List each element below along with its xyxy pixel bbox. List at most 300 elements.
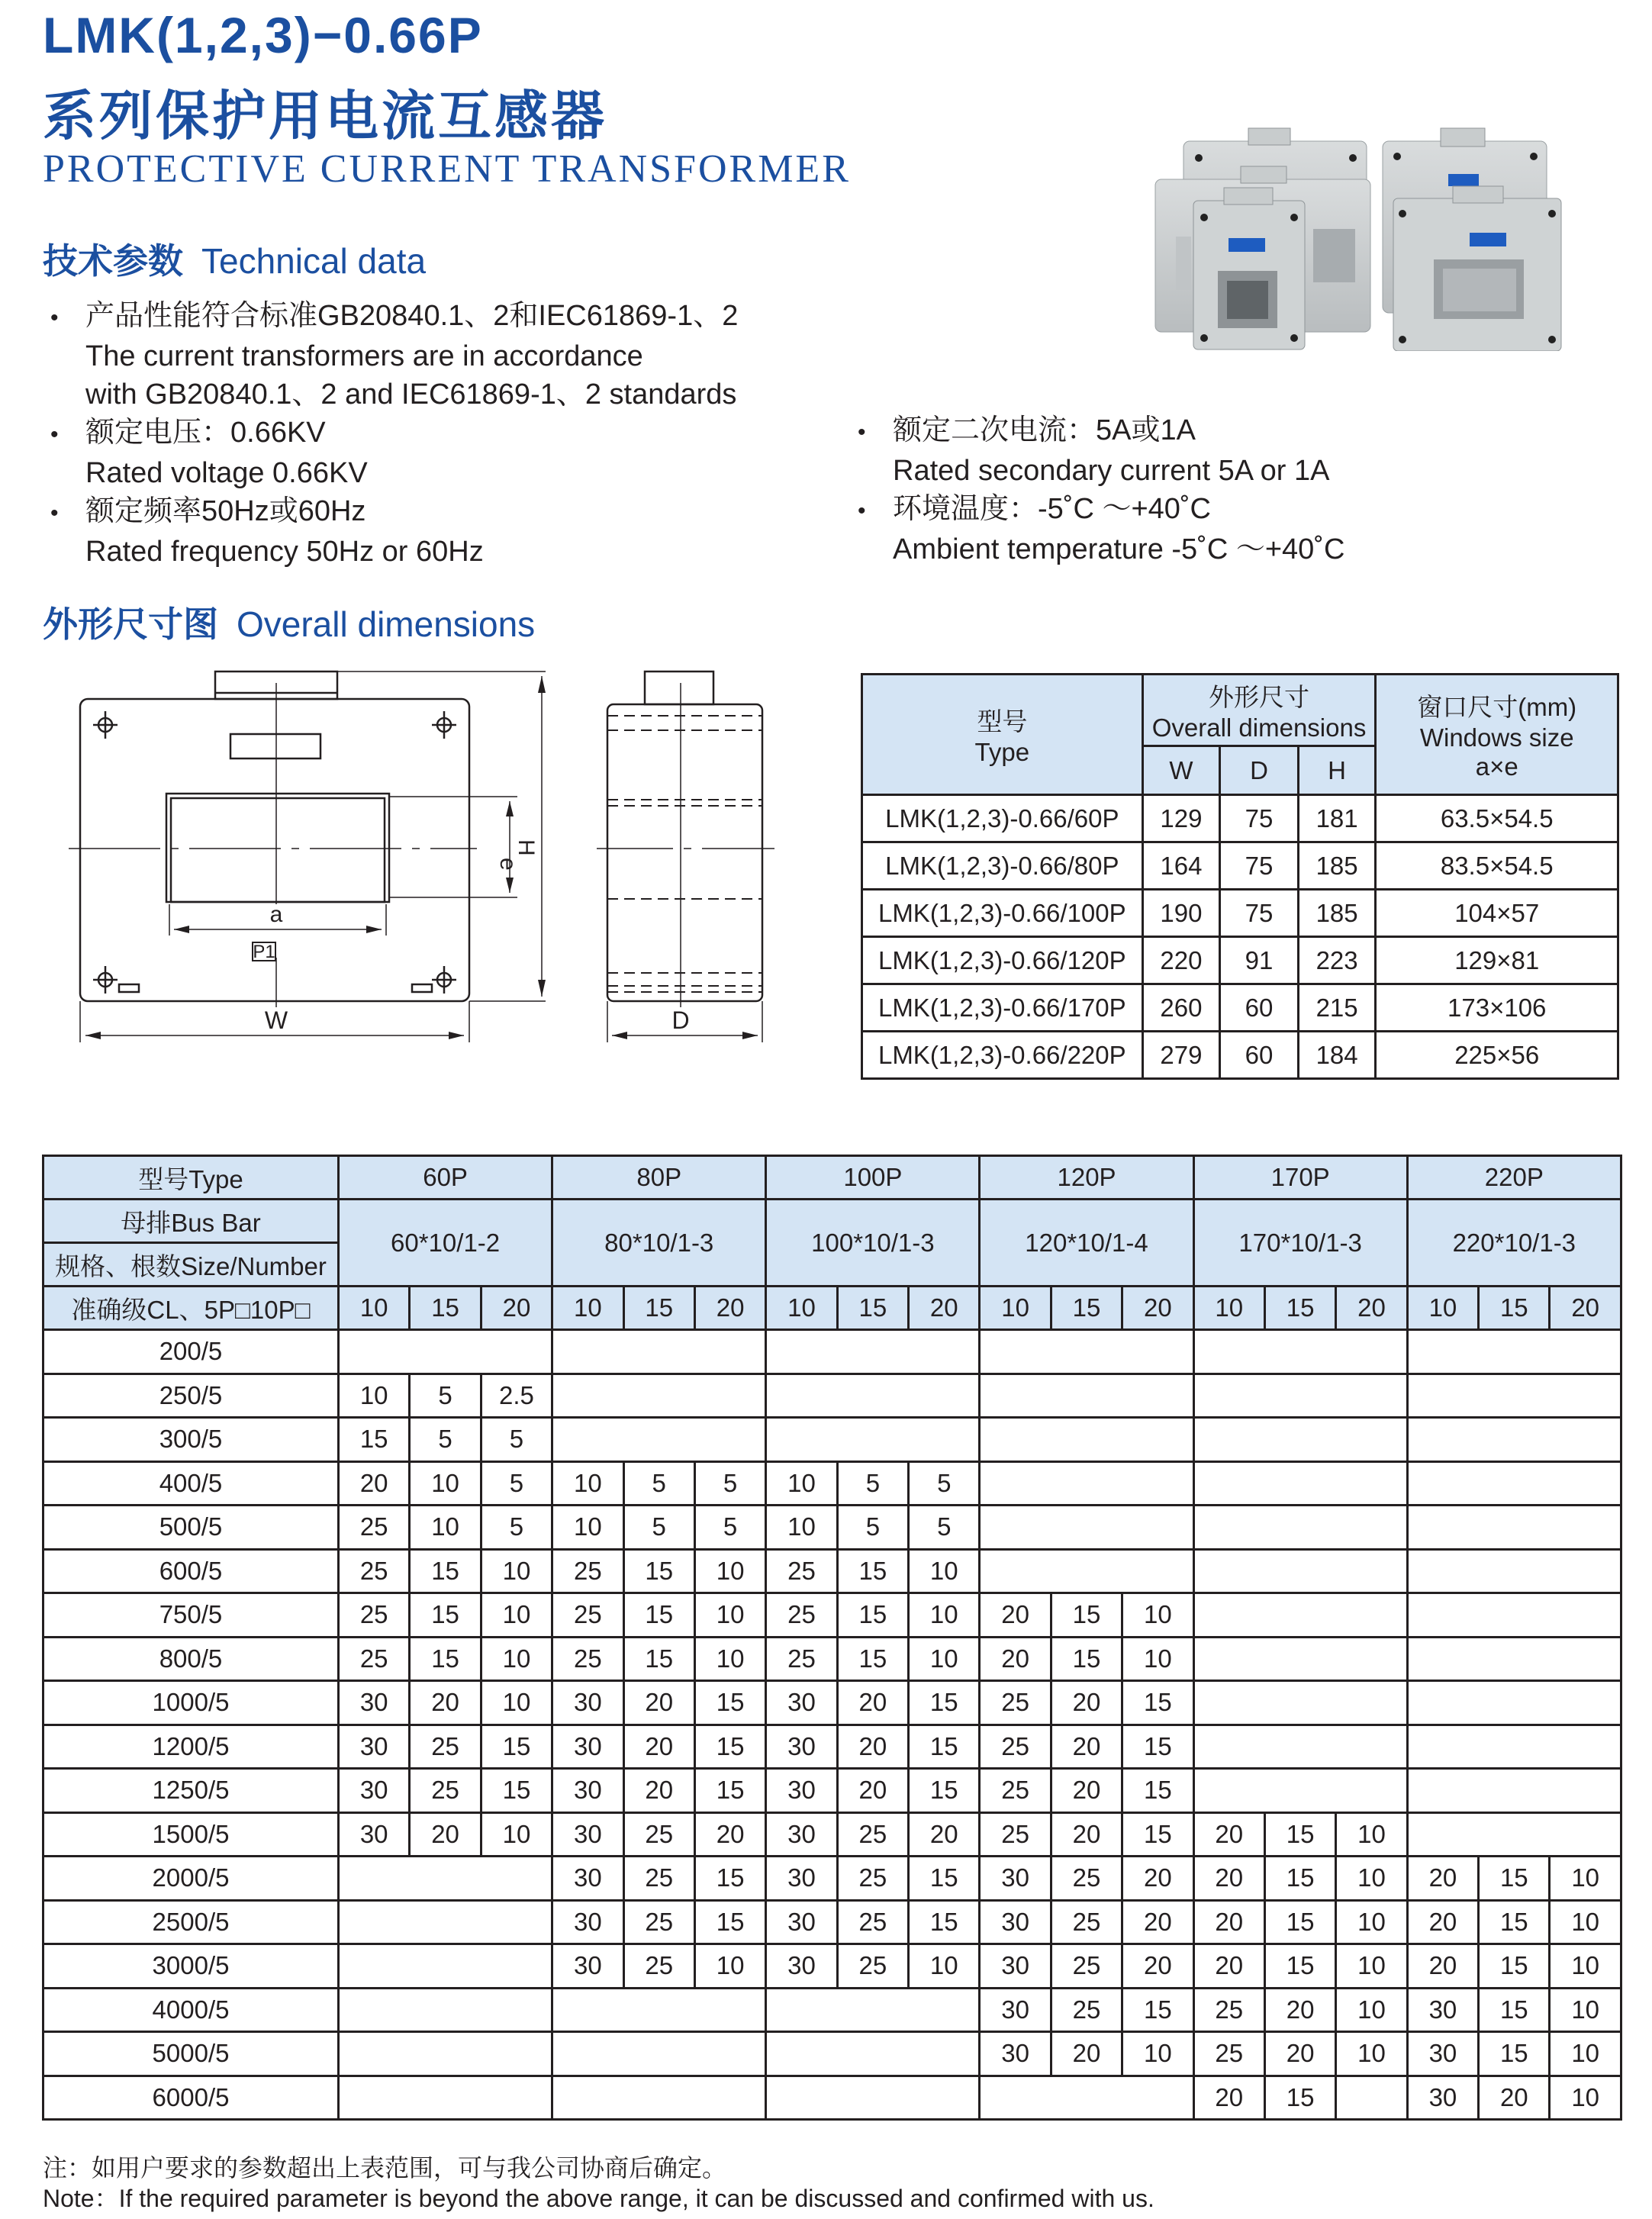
dim-cell-d: 91 xyxy=(1220,937,1299,984)
spec-cell-value: 15 xyxy=(1122,1681,1193,1725)
dim-cell-w: 220 xyxy=(1142,937,1220,984)
spec-header-accuracy-class: 10 xyxy=(339,1287,410,1330)
spec-header-row-accuracy xyxy=(43,1287,1621,1330)
dim-cell-h: 223 xyxy=(1298,937,1376,984)
spec-cell-value: 20 xyxy=(837,1681,908,1725)
spec-cell-empty xyxy=(1407,1637,1621,1681)
spec-cell-value: 5 xyxy=(909,1461,980,1506)
dimension-row xyxy=(862,984,1618,1032)
spec-cell-value: 15 xyxy=(623,1593,694,1638)
dim-cell-type: LMK(1,2,3)-0.66/120P xyxy=(862,937,1143,984)
spec-cell-value: 10 xyxy=(1122,1593,1193,1638)
spec-cell-empty xyxy=(1193,1769,1407,1813)
spec-cell-value: 10 xyxy=(1550,1857,1621,1901)
technical-data-heading xyxy=(43,233,426,284)
spec-header-accuracy-class: 20 xyxy=(909,1287,980,1330)
dim-cell-type: LMK(1,2,3)-0.66/100P xyxy=(862,890,1143,937)
spec-cell-value: 5 xyxy=(909,1506,980,1550)
spec-cell-value: 25 xyxy=(1193,2032,1264,2076)
dim-cell-h: 215 xyxy=(1298,984,1376,1032)
spec-header-accuracy-class: 20 xyxy=(1550,1287,1621,1330)
spec-cell-value: 30 xyxy=(552,1944,623,1989)
label-p1: P1 xyxy=(253,942,275,962)
spec-cell-value: 25 xyxy=(339,1637,410,1681)
spec-cell-value: 15 xyxy=(1479,1988,1550,2032)
spec-header-model: 80P xyxy=(552,1156,766,1200)
tech-item-frequency-en: Rated frequency 50Hz or 60Hz xyxy=(85,536,484,568)
spec-cell-value: 5 xyxy=(410,1374,481,1418)
spec-cell-empty xyxy=(1407,1506,1621,1550)
dim-cell-w: 279 xyxy=(1142,1032,1220,1079)
spec-cell-value: 15 xyxy=(1479,1944,1550,1989)
spec-cell-value: 15 xyxy=(1122,1725,1193,1769)
spec-cell-ratio: 1250/5 xyxy=(43,1769,339,1813)
spec-cell-value: 15 xyxy=(909,1900,980,1944)
nameplate xyxy=(230,734,320,758)
spec-cell-value: 20 xyxy=(1193,1812,1264,1857)
spec-cell-empty xyxy=(1407,1812,1621,1857)
spec-cell-empty xyxy=(339,1988,552,2032)
spec-cell-empty xyxy=(980,2076,1193,2120)
spec-cell-value: 15 xyxy=(1122,1988,1193,2032)
spec-cell-value: 20 xyxy=(837,1769,908,1813)
spec-cell-value: 25 xyxy=(980,1812,1051,1857)
spec-cell-value: 25 xyxy=(339,1549,410,1593)
spec-cell-value: 15 xyxy=(1479,1900,1550,1944)
spec-header-accuracy-class: 10 xyxy=(1407,1287,1478,1330)
spec-cell-ratio: 6000/5 xyxy=(43,2076,339,2120)
dim-header-window-cn: 窗口尺寸(mm) xyxy=(1417,693,1577,721)
spec-cell-empty xyxy=(1407,1418,1621,1462)
spec-cell-value: 10 xyxy=(1550,2032,1621,2076)
spec-cell-value: 15 xyxy=(694,1857,765,1901)
spec-row xyxy=(43,1681,1621,1725)
spec-header-row-busbar xyxy=(43,1200,1621,1243)
spec-cell-value: 20 xyxy=(1051,1725,1122,1769)
dim-header-overall-cn: 外形尺寸 xyxy=(1209,683,1310,711)
spec-cell-value: 15 xyxy=(410,1637,481,1681)
dimension-row xyxy=(862,795,1618,842)
dim-cell-window: 104×57 xyxy=(1376,890,1618,937)
spec-cell-empty xyxy=(980,1374,1193,1418)
spec-cell-value: 25 xyxy=(623,1944,694,1989)
dimension-table-body xyxy=(862,795,1618,1079)
spec-cell-empty xyxy=(980,1506,1193,1550)
spec-cell-empty xyxy=(1193,1461,1407,1506)
product-title-english: PROTECTIVE CURRENT TRANSFORMER xyxy=(43,147,851,191)
overall-dimensions-heading xyxy=(43,597,535,647)
product-model-title: LMK(1,2,3)−0.66P xyxy=(43,7,483,63)
spec-cell-empty xyxy=(1407,1374,1621,1418)
tech-item-text: 额定频率50Hz或60Hz xyxy=(85,495,366,527)
spec-header-accuracy-class: 20 xyxy=(1336,1287,1407,1330)
dim-header-d: D xyxy=(1220,746,1299,795)
dim-cell-d: 75 xyxy=(1220,795,1299,842)
tech-item-text: 产品性能符合标准GB20840.1、2和IEC61869-1、2 xyxy=(85,300,739,332)
spec-cell-value: 10 xyxy=(1336,2032,1407,2076)
spec-cell-value: 30 xyxy=(552,1900,623,1944)
spec-cell-value: 5 xyxy=(623,1506,694,1550)
dimension-row xyxy=(862,937,1618,984)
spec-header-model: 60P xyxy=(339,1156,552,1200)
spec-header-busbar: 80*10/1-3 xyxy=(552,1200,766,1287)
spec-header-row-type xyxy=(43,1156,1621,1200)
spec-cell-empty xyxy=(1193,1374,1407,1418)
dim-header-type-en: Type xyxy=(974,738,1030,766)
spec-cell-value: 20 xyxy=(623,1681,694,1725)
spec-cell-value: 30 xyxy=(766,1725,837,1769)
spec-cell-value: 25 xyxy=(1051,1857,1122,1901)
spec-cell-empty xyxy=(1193,1725,1407,1769)
spec-cell-value: 15 xyxy=(410,1549,481,1593)
spec-cell-ratio: 400/5 xyxy=(43,1461,339,1506)
tech-item-voltage-cn xyxy=(50,414,738,454)
spec-cell-value: 20 xyxy=(1193,1900,1264,1944)
spec-cell-empty xyxy=(552,1330,766,1374)
dim-cell-h: 184 xyxy=(1298,1032,1376,1079)
spec-cell-value: 20 xyxy=(1051,1812,1122,1857)
spec-cell-value: 15 xyxy=(410,1593,481,1638)
spec-cell-value: 15 xyxy=(339,1418,410,1462)
dim-header-window-en: Windows size xyxy=(1419,723,1574,752)
spec-cell-value: 15 xyxy=(694,1900,765,1944)
note-english: Note：If the required parameter is beyond the above range, it can be discussed and confirmed with us. xyxy=(43,2185,1154,2212)
spec-row xyxy=(43,1593,1621,1638)
dim-cell-type: LMK(1,2,3)-0.66/170P xyxy=(862,984,1143,1032)
spec-header-accuracy-class: 20 xyxy=(481,1287,552,1330)
spec-cell-value: 20 xyxy=(980,1637,1051,1681)
spec-cell-value: 30 xyxy=(980,1857,1051,1901)
spec-cell-value: 10 xyxy=(339,1374,410,1418)
spec-cell-ratio: 600/5 xyxy=(43,1549,339,1593)
spec-cell-value: 10 xyxy=(909,1637,980,1681)
spec-cell-value: 20 xyxy=(1122,1944,1193,1989)
tech-item-text: 额定电压：0.66KV xyxy=(85,417,326,449)
dim-cell-window: 129×81 xyxy=(1376,937,1618,984)
spec-row xyxy=(43,1418,1621,1462)
spec-row xyxy=(43,1374,1621,1418)
spec-cell-ratio: 5000/5 xyxy=(43,2032,339,2076)
spec-cell-empty xyxy=(1193,1330,1407,1374)
spec-header-accuracy-class: 10 xyxy=(552,1287,623,1330)
note-chinese: 注：如用户要求的参数超出上表范围，可与我公司协商后确定。 xyxy=(43,2153,727,2182)
spec-row xyxy=(43,1944,1621,1989)
spec-cell-value: 10 xyxy=(1336,1900,1407,1944)
spec-cell-value: 10 xyxy=(410,1506,481,1550)
spec-cell-value: 25 xyxy=(1051,1988,1122,2032)
spec-cell-value: 20 xyxy=(909,1812,980,1857)
spec-cell-value: 25 xyxy=(410,1725,481,1769)
spec-cell-value: 10 xyxy=(1122,1637,1193,1681)
spec-row xyxy=(43,1900,1621,1944)
spec-cell-value: 30 xyxy=(339,1681,410,1725)
spec-header-accuracy-class: 10 xyxy=(766,1287,837,1330)
spec-cell-value: 10 xyxy=(410,1461,481,1506)
spec-cell-value: 25 xyxy=(339,1506,410,1550)
spec-cell-empty xyxy=(980,1418,1193,1462)
spec-cell-value: 30 xyxy=(980,1988,1051,2032)
spec-cell-value: 25 xyxy=(1051,1900,1122,1944)
label-a: a xyxy=(269,902,283,927)
spec-row xyxy=(43,1330,1621,1374)
spec-cell-value: 25 xyxy=(623,1900,694,1944)
spec-cell-value: 5 xyxy=(410,1418,481,1462)
spec-cell-empty xyxy=(766,2076,980,2120)
spec-table-header xyxy=(43,1156,1621,1330)
spec-cell-empty xyxy=(552,1988,766,2032)
side-view-body xyxy=(607,704,762,1001)
spec-cell-value: 10 xyxy=(481,1637,552,1681)
spec-cell-empty xyxy=(1407,1725,1621,1769)
label-d: D xyxy=(671,1006,690,1034)
bullet-icon: • xyxy=(50,501,59,526)
spec-header-model: 120P xyxy=(980,1156,1193,1200)
tech-item-standard-cn xyxy=(50,297,738,337)
spec-cell-empty xyxy=(552,2032,766,2076)
spec-cell-value: 20 xyxy=(1193,2076,1264,2120)
spec-cell-ratio: 250/5 xyxy=(43,1374,339,1418)
dimension-row xyxy=(862,890,1618,937)
spec-cell-value: 20 xyxy=(623,1725,694,1769)
spec-cell-value: 10 xyxy=(909,1944,980,1989)
spec-cell-value: 25 xyxy=(980,1769,1051,1813)
spec-header-accuracy-class: 15 xyxy=(410,1287,481,1330)
tech-item-text: 额定二次电流：5A或1A xyxy=(893,414,1196,446)
spec-cell-value: 30 xyxy=(766,1769,837,1813)
spec-cell-value: 25 xyxy=(837,1812,908,1857)
spec-cell-value: 10 xyxy=(1336,1944,1407,1989)
spec-cell-value: 10 xyxy=(1336,1988,1407,2032)
spec-cell-value: 30 xyxy=(766,1681,837,1725)
dim-cell-h: 185 xyxy=(1298,890,1376,937)
spec-cell-empty xyxy=(339,1330,552,1374)
spec-header-accuracy-class: 15 xyxy=(623,1287,694,1330)
spec-cell-value: 10 xyxy=(481,1593,552,1638)
product-photo xyxy=(1142,122,1624,351)
spec-cell-value: 5 xyxy=(694,1506,765,1550)
spec-cell-value: 10 xyxy=(766,1506,837,1550)
spec-cell-ratio: 2500/5 xyxy=(43,1900,339,1944)
spec-cell-value: 10 xyxy=(694,1593,765,1638)
spec-cell-empty xyxy=(1407,1593,1621,1638)
dim-cell-d: 60 xyxy=(1220,984,1299,1032)
spec-cell-value: 15 xyxy=(909,1725,980,1769)
spec-cell-value: 15 xyxy=(1479,1857,1550,1901)
dim-cell-w: 129 xyxy=(1142,795,1220,842)
spec-cell-value: 15 xyxy=(623,1549,694,1593)
spec-cell-value: 20 xyxy=(623,1769,694,1813)
spec-header-busbar: 170*10/1-3 xyxy=(1193,1200,1407,1287)
spec-cell-empty xyxy=(980,1461,1193,1506)
spec-cell-value: 10 xyxy=(909,1549,980,1593)
spec-cell-value: 20 xyxy=(1479,2076,1550,2120)
spec-header-busbar: 120*10/1-4 xyxy=(980,1200,1193,1287)
spec-cell-value: 20 xyxy=(1122,1900,1193,1944)
spec-cell-value: 10 xyxy=(1550,1944,1621,1989)
dim-header-overall xyxy=(1142,675,1376,746)
spec-cell-value: 15 xyxy=(694,1725,765,1769)
spec-cell-value: 15 xyxy=(1051,1637,1122,1681)
spec-cell-empty xyxy=(766,1418,980,1462)
spec-cell-value: 20 xyxy=(339,1461,410,1506)
overall-dimensions-heading-cn: 外形尺寸图 xyxy=(43,604,218,645)
dimension-row xyxy=(862,1032,1618,1079)
window-opening xyxy=(166,794,389,902)
tech-item-text: 环境温度：-5˚C ～+40˚C xyxy=(893,493,1211,525)
technical-left-list xyxy=(50,297,738,571)
technical-data-heading-cn: 技术参数 xyxy=(43,240,183,282)
dim-header-overall-en: Overall dimensions xyxy=(1151,713,1367,742)
spec-cell-value: 10 xyxy=(552,1506,623,1550)
dimension-table xyxy=(861,673,1619,1080)
spec-cell-value: 10 xyxy=(1550,1988,1621,2032)
tech-item-secondary-current-cn xyxy=(858,411,1344,452)
spec-cell-value: 10 xyxy=(694,1944,765,1989)
spec-cell-value: 20 xyxy=(410,1681,481,1725)
spec-cell-value: 10 xyxy=(1336,1857,1407,1901)
spec-cell-value: 25 xyxy=(623,1857,694,1901)
dim-cell-d: 60 xyxy=(1220,1032,1299,1079)
spec-cell-value: 15 xyxy=(909,1681,980,1725)
spec-cell-ratio: 200/5 xyxy=(43,1330,339,1374)
bullet-icon: • xyxy=(50,305,59,330)
spec-cell-value: 2.5 xyxy=(481,1374,552,1418)
dim-header-h: H xyxy=(1298,746,1376,795)
spec-row xyxy=(43,1769,1621,1813)
spec-cell-value: 15 xyxy=(694,1769,765,1813)
spec-header-accuracy-class: 15 xyxy=(837,1287,908,1330)
spec-cell-value: 10 xyxy=(1550,2076,1621,2120)
dim-cell-window: 83.5×54.5 xyxy=(1376,842,1618,890)
spec-header-model: 170P xyxy=(1193,1156,1407,1200)
spec-cell-empty xyxy=(1407,1769,1621,1813)
spec-cell-value: 15 xyxy=(1264,1944,1335,1989)
spec-header-busbar: 60*10/1-2 xyxy=(339,1200,552,1287)
spec-cell-value: 25 xyxy=(837,1900,908,1944)
dim-cell-d: 75 xyxy=(1220,842,1299,890)
tech-item-temperature-en: Ambient temperature -5˚C ～+40˚C xyxy=(893,533,1345,565)
spec-cell-value: 25 xyxy=(766,1593,837,1638)
spec-cell-value: 15 xyxy=(1264,2076,1335,2120)
spec-cell-value: 5 xyxy=(481,1418,552,1462)
spec-row xyxy=(43,1812,1621,1857)
spec-cell-value: 30 xyxy=(980,2032,1051,2076)
spec-cell-empty xyxy=(766,1330,980,1374)
spec-cell-value: 10 xyxy=(694,1549,765,1593)
spec-cell-value: 15 xyxy=(909,1769,980,1813)
dim-cell-window: 225×56 xyxy=(1376,1032,1618,1079)
spec-cell-value: 25 xyxy=(766,1549,837,1593)
spec-cell-value: 30 xyxy=(980,1944,1051,1989)
spec-cell-value: 25 xyxy=(980,1681,1051,1725)
label-w: W xyxy=(264,1006,288,1034)
spec-cell-ratio: 1000/5 xyxy=(43,1681,339,1725)
spec-cell-value: 30 xyxy=(1407,1988,1478,2032)
spec-row xyxy=(43,1857,1621,1901)
spec-cell-value: 20 xyxy=(694,1812,765,1857)
spec-cell-value: 30 xyxy=(766,1812,837,1857)
spec-cell-value: 20 xyxy=(1051,2032,1122,2076)
label-h: H xyxy=(514,839,539,856)
spec-header-model: 220P xyxy=(1407,1156,1621,1200)
dimension-row xyxy=(862,842,1618,890)
spec-cell-value: 20 xyxy=(1193,1944,1264,1989)
bullet-icon: • xyxy=(858,498,866,523)
spec-cell-ratio: 500/5 xyxy=(43,1506,339,1550)
spec-row xyxy=(43,2032,1621,2076)
spec-cell-value: 30 xyxy=(1407,2032,1478,2076)
spec-cell-value: 30 xyxy=(552,1857,623,1901)
dim-cell-window: 173×106 xyxy=(1376,984,1618,1032)
bullet-icon: • xyxy=(858,420,866,445)
spec-cell-value: 25 xyxy=(837,1857,908,1901)
spec-cell-value: 25 xyxy=(410,1769,481,1813)
spec-cell-empty xyxy=(766,2032,980,2076)
spec-cell-empty xyxy=(1407,1461,1621,1506)
spec-header-size-label: 规格、根数Size/Number xyxy=(43,1243,339,1287)
spec-cell-ratio: 750/5 xyxy=(43,1593,339,1638)
spec-cell-ratio: 3000/5 xyxy=(43,1944,339,1989)
tech-item-voltage-en: Rated voltage 0.66KV xyxy=(85,457,368,489)
spec-cell-value: 25 xyxy=(552,1549,623,1593)
spec-header-accuracy-class: 15 xyxy=(1051,1287,1122,1330)
spec-cell-value: 30 xyxy=(766,1857,837,1901)
spec-cell-value: 30 xyxy=(339,1769,410,1813)
spec-cell-value: 30 xyxy=(552,1812,623,1857)
spec-cell-value: 10 xyxy=(481,1812,552,1857)
spec-cell-value: 20 xyxy=(1193,1857,1264,1901)
spec-cell-value: 20 xyxy=(1407,1944,1478,1989)
spec-cell-ratio: 1500/5 xyxy=(43,1812,339,1857)
spec-cell-value: 20 xyxy=(1122,1857,1193,1901)
spec-table-body xyxy=(43,1330,1621,2120)
dim-cell-w: 190 xyxy=(1142,890,1220,937)
dim-header-w: W xyxy=(1142,746,1220,795)
spec-cell-empty xyxy=(339,1900,552,1944)
spec-cell-value: 15 xyxy=(1122,1769,1193,1813)
dim-header-type xyxy=(862,675,1143,795)
spec-header-accuracy-class: 10 xyxy=(1193,1287,1264,1330)
dim-cell-type: LMK(1,2,3)-0.66/60P xyxy=(862,795,1143,842)
spec-cell-value: 15 xyxy=(909,1857,980,1901)
spec-cell-value: 15 xyxy=(481,1769,552,1813)
spec-row xyxy=(43,1549,1621,1593)
spec-cell-value: 25 xyxy=(837,1944,908,1989)
spec-cell-value: 15 xyxy=(837,1637,908,1681)
spec-cell-empty xyxy=(1407,1681,1621,1725)
spec-cell-ratio: 300/5 xyxy=(43,1418,339,1462)
spec-header-accuracy-class: 10 xyxy=(980,1287,1051,1330)
spec-cell-value: 15 xyxy=(1051,1593,1122,1638)
spec-cell-value: 5 xyxy=(837,1461,908,1506)
spec-cell-value: 20 xyxy=(980,1593,1051,1638)
spec-cell-ratio: 800/5 xyxy=(43,1637,339,1681)
tech-item-standard-en-1: The current transformers are in accordance xyxy=(85,340,643,372)
spec-cell-ratio: 1200/5 xyxy=(43,1725,339,1769)
spec-cell-value: 15 xyxy=(1264,1900,1335,1944)
spec-cell-empty xyxy=(339,2032,552,2076)
overall-dimensions-heading-en: Overall dimensions xyxy=(237,604,536,644)
spec-cell-value: 25 xyxy=(339,1593,410,1638)
spec-cell-empty xyxy=(552,2076,766,2120)
spec-cell-ratio: 4000/5 xyxy=(43,1988,339,2032)
spec-cell-empty xyxy=(339,2076,552,2120)
spec-cell-empty xyxy=(339,1857,552,1901)
dim-cell-h: 185 xyxy=(1298,842,1376,890)
dim-cell-type: LMK(1,2,3)-0.66/220P xyxy=(862,1032,1143,1079)
technical-right-list xyxy=(858,411,1344,568)
dim-cell-w: 260 xyxy=(1142,984,1220,1032)
